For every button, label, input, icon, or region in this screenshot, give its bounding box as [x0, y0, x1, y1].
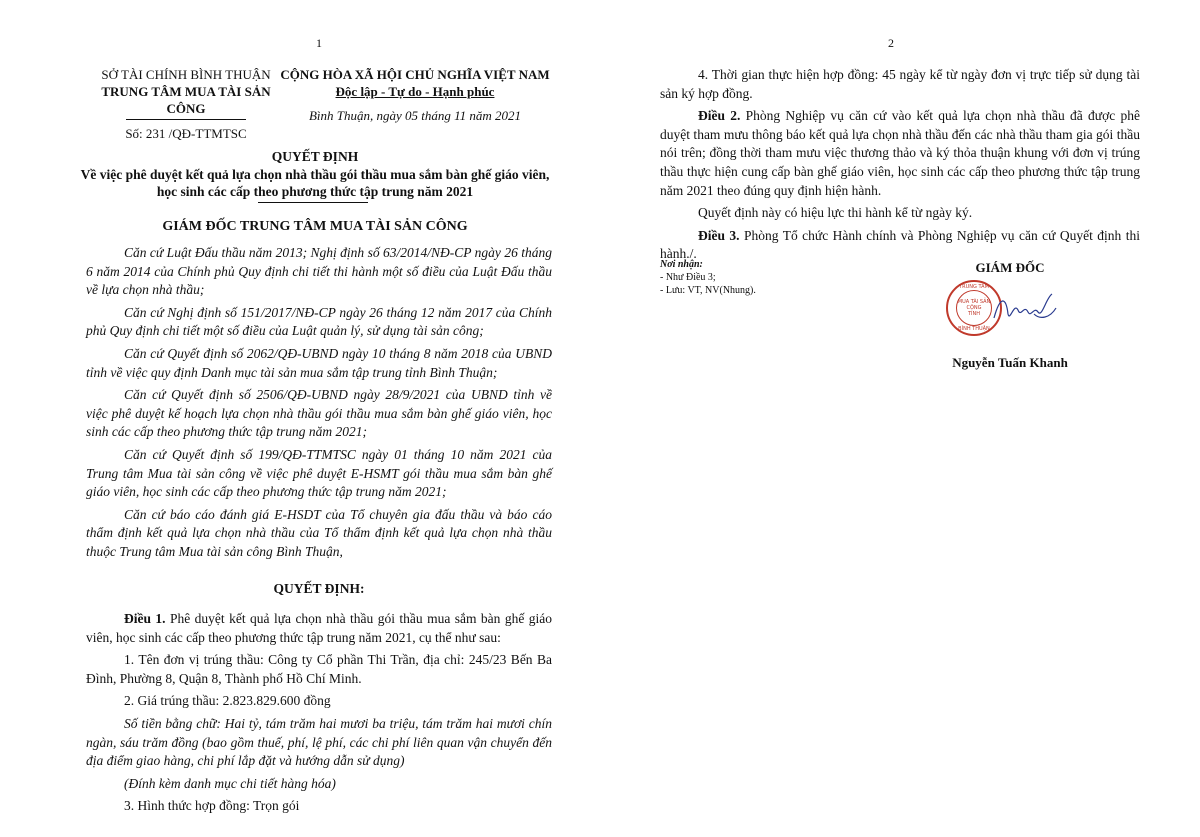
document-page-2 — [600, 0, 1200, 837]
article-3-label: Điều 3. — [698, 227, 740, 243]
legal-basis: Căn cứ Quyết định số 199/QĐ-TTMTSC ngày 01 tháng 10 năm 2021 của Trung tâm Mua tài sản công về việc phê duyệt E-HSMT gói thầu mua sắm bàn ghế giáo viên, học sinh các cấp theo phương thức tập trung năm 2021; — [86, 446, 552, 500]
page-number: 1 — [316, 36, 322, 50]
recipients-block — [660, 258, 756, 297]
article-1-label: Điều 1. — [124, 611, 166, 627]
article-2 — [660, 107, 1140, 200]
document-title: QUYẾT ĐỊNH — [271, 149, 359, 164]
decision-body — [86, 244, 552, 820]
decide-heading: QUYẾT ĐỊNH: — [273, 580, 365, 596]
nation-title: CỘNG HÒA XÃ HỘI CHỦ NGHĨA VIỆT NAM — [280, 67, 550, 82]
signer-name: Nguyễn Tuấn Khanh — [952, 355, 1068, 370]
issuing-center: TRUNG TÂM MUA TÀI SẢN CÔNG — [101, 84, 271, 116]
seal-text: MUA TÀI SẢN CÔNG — [957, 299, 991, 311]
amount-in-words: Số tiền bằng chữ: Hai tỷ, tám trăm hai mươi ba triệu, tám trăm hai mươi chín ngàn, sáu trăm đồng (bao gồm thuế, phí, lệ phí, các chi phí liên quan vận chuyển đến địa điểm giao hàng, chi phí lắp đặt và hướng dẫn sử dụng) — [86, 716, 552, 769]
seal-inner-ring — [956, 290, 992, 326]
subject-rule — [258, 202, 368, 203]
recipients-title: Nơi nhận: — [660, 259, 703, 270]
signer-title: GIÁM ĐỐC — [975, 260, 1045, 275]
legal-basis: Căn cứ Luật Đấu thầu năm 2013; Nghị định số 63/2014/NĐ-CP ngày 26 tháng 6 năm 2014 của Chính phủ Quy định chi tiết thi hành một số điều của Luật Đấu thầu về lựa chọn nhà thầu; — [86, 245, 552, 298]
seal-text: TRUNG TÂM — [959, 284, 989, 290]
header-left-rule — [126, 119, 246, 120]
subject-line-1: Về việc phê duyệt kết quả lựa chọn nhà thầu gói thầu mua sắm bàn ghế giáo viên, — [80, 167, 550, 182]
seal-text: BÌNH THUẬN — [958, 326, 990, 332]
legal-basis: Căn cứ Quyết định số 2506/QĐ-UBND ngày 28/9/2021 của UBND tỉnh về việc phê duyệt kế hoạch lựa chọn nhà thầu gói thầu mua sắm bàn ghế giáo viên, học sinh các cấp theo phương thức tập trung năm 2021; — [86, 387, 552, 440]
article-1-item-4: 4. Thời gian thực hiện hợp đồng: 45 ngày kể từ ngày đơn vị trực tiếp sử dụng tài sản ký hợp đồng. — [660, 67, 1140, 101]
legal-basis: Căn cứ Nghị định số 151/2017/NĐ-CP ngày 26 tháng 12 năm 2017 của Chính phủ Quy định chi tiết một số điều của Luật quản lý, sử dụng tài sản công; — [86, 304, 552, 339]
header-right — [270, 66, 560, 124]
attachment-note: (Đính kèm danh mục chi tiết hàng hóa) — [124, 775, 336, 791]
article-3-text: Phòng Tổ chức Hành chính và Phòng Nghiệp vụ căn cứ Quyết định thi hành./. — [660, 227, 1140, 262]
legal-basis: Căn cứ Quyết định số 2062/QĐ-UBND ngày 10 tháng 8 năm 2018 của UBND tỉnh về việc quy định Danh mục tài sản mua sắm tập trung tỉnh Bình Thuận; — [86, 345, 552, 380]
article-2-text: Phòng Nghiệp vụ căn cứ vào kết quả lựa chọn nhà thầu đã được phê duyệt tham mưu thông báo kết quả lựa chọn nhà thầu đến các nhà thầu tham gia gói thầu nói trên; đồng thời tham mưu việc thương thảo và ký thỏa thuận khung với đơn vị trúng thầu thực hiện cung cấp bàn ghế giáo viên, học sinh các cấp theo phương thức tập trung năm 2021 theo đúng quy định hiện hành. — [660, 108, 1141, 198]
effectiveness-clause: Quyết định này có hiệu lực thi hành kể từ ngày ký. — [698, 205, 973, 221]
authority-heading: GIÁM ĐỐC TRUNG TÂM MUA TÀI SẢN CÔNG — [162, 219, 468, 234]
recipient-item: - Lưu: VT, NV(Nhung). — [660, 285, 756, 296]
decision-body-continued — [660, 66, 1140, 268]
legal-basis: Căn cứ báo cáo đánh giá E-HSDT của Tổ chuyên gia đấu thầu và báo cáo thẩm định kết quả lựa chọn nhà thầu của Tổ thẩm định kết quả lựa chọn nhà thầu thuộc Trung tâm Mua tài sản công Bình Thuận, — [86, 506, 552, 559]
handwritten-signature — [990, 288, 1060, 328]
article-1 — [86, 610, 552, 647]
article-1-item-2: 2. Giá trúng thầu: 2.823.829.600 đồng — [124, 693, 331, 709]
article-1-item-1: 1. Tên đơn vị trúng thầu: Công ty Cổ phần Thi Trần, địa chỉ: 245/23 Bến Ba Đình, Phường 8, Quận 8, Thành phố Hồ Chí Minh. — [86, 652, 552, 686]
article-1-text: Phê duyệt kết quả lựa chọn nhà thầu gói thầu mua sắm bàn ghế giáo viên, học sinh các cấp theo phương thức tập trung năm 2021, cụ thể như sau: — [86, 611, 553, 645]
header-left — [86, 66, 286, 142]
article-1-item-3: 3. Hình thức hợp đồng: Trọn gói — [124, 798, 300, 814]
issuing-department: SỞ TÀI CHÍNH BÌNH THUẬN — [101, 67, 271, 82]
page-number: 2 — [888, 36, 894, 50]
subject-line-2: học sinh các cấp theo phương thức tập trung năm 2021 — [156, 184, 474, 199]
article-2-label: Điều 2. — [698, 108, 741, 124]
place-date: Bình Thuận, ngày 05 tháng 11 năm 2021 — [308, 108, 522, 123]
national-motto: Độc lập - Tự do - Hạnh phúc — [335, 84, 495, 99]
recipient-item: - Như Điều 3; — [660, 272, 716, 283]
decision-number: Số: 231 /QĐ-TTMTSC — [125, 126, 247, 141]
seal-text: TỈNH — [967, 311, 981, 317]
